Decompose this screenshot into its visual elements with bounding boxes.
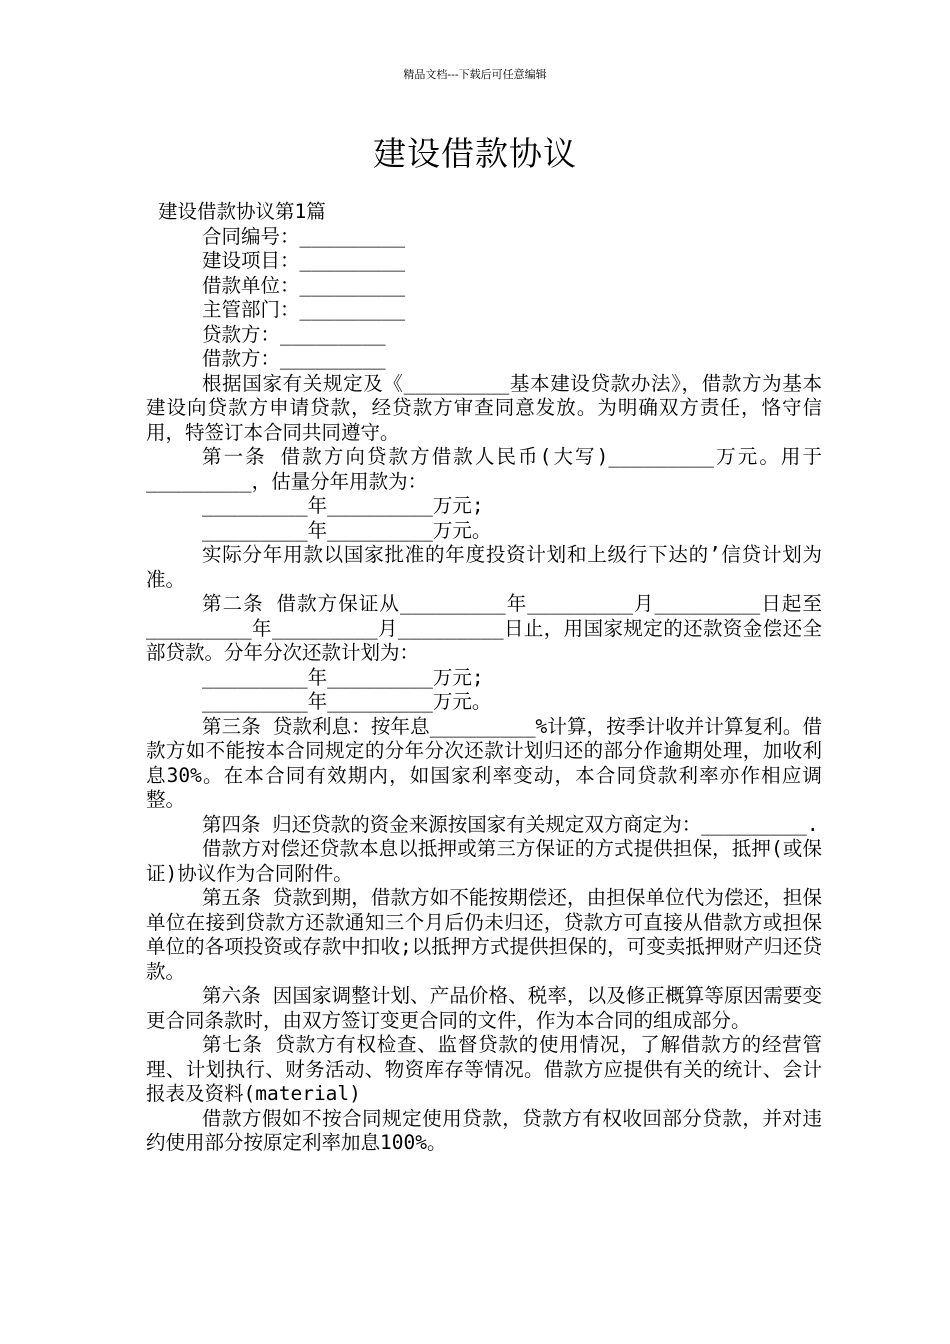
field-label: 借款单位： xyxy=(202,273,300,297)
field-contract-number xyxy=(202,225,822,250)
field-borrower-unit xyxy=(202,274,822,299)
field-value: _________ xyxy=(299,249,406,272)
field-department xyxy=(202,298,822,323)
field-project xyxy=(202,249,822,274)
paragraph-article-4: 第四条 归还贷款的资金来源按国家有关规定双方商定为：_________. xyxy=(202,812,819,836)
document-body xyxy=(146,200,822,1156)
article-2-year-line: _________年_________万元。 xyxy=(202,690,492,713)
header-note: 精品文档---下载后可任意编辑 xyxy=(403,68,547,81)
field-label: 合同编号： xyxy=(202,224,300,248)
paragraph-article-1: 第一条 借款方向贷款方借款人民币(大写)_________万元。用于_________，估量分年用款为： xyxy=(146,445,822,493)
paragraph-article-7-note: 借款方假如不按合同规定使用贷款，贷款方有权收回部分贷款，并对违约使用部分按原定利率加息100%。 xyxy=(146,1106,822,1154)
paragraph-intro: 根据国家有关规定及《_________基本建设贷款办法》，借款方为基本建设向贷款方申请贷款，经贷款方审查同意发放。为明确双方责任，恪守信用，特签订本合同共同遵守。 xyxy=(146,371,822,444)
section-subtitle: 建设借款协议第1篇 xyxy=(158,200,326,223)
paragraph-article-6: 第六条 因国家调整计划、产品价格、税率，以及修正概算等原因需要变更合同条款时，由双方签订变更合同的文件，作为本合同的组成部分。 xyxy=(146,984,822,1032)
paragraph-article-3: 第三条 贷款利息：按年息_________%计算，按季计收并计算复利。借款方如不能按本合同规定的分年分次还款计划归还的部分作逾期处理，加收利息30%。在本合同有效期内，如国家利率变动，本合同贷款利率亦作相应调整。 xyxy=(146,714,822,811)
article-1-year-line: _________年_________万元; xyxy=(202,494,484,517)
article-1-year-line: _________年_________万元。 xyxy=(202,518,492,542)
paragraph-article-4-note: 借款方对偿还贷款本息以抵押或第三方保证的方式提供担保，抵押(或保证)协议作为合同附件。 xyxy=(146,837,822,885)
field-value: _________ xyxy=(280,347,386,370)
document-title: 建设借款协议 xyxy=(373,134,577,173)
field-borrower xyxy=(202,347,822,372)
field-label: 建设项目： xyxy=(202,249,300,272)
field-label: 贷款方： xyxy=(202,322,281,346)
paragraph-article-1-note: 实际分年用款以国家批准的年度投资计划和上级行下达的’信贷计划为准。 xyxy=(146,543,822,591)
article-2-year-line: _________年_________万元; xyxy=(202,665,484,689)
paragraph-article-5: 第五条 贷款到期，借款方如不能按期偿还，由担保单位代为偿还，担保单位在接到贷款方还款通知三个月后仍未归还，贷款方可直接从借款方或担保单位的各项投资或存款中扣收;以抵押方式提供担保的，可变卖抵押财产归还贷款。 xyxy=(146,886,822,983)
field-value: _________ xyxy=(280,322,386,346)
field-value: _________ xyxy=(299,224,406,248)
paragraph-article-2: 第二条 借款方保证从_________年_________月_________日起至_________年_________月_________日止，用国家规定的还款资金偿还全部贷款。分年分次还款计划为： xyxy=(146,592,822,664)
field-lender xyxy=(202,323,822,348)
field-label: 主管部门： xyxy=(202,298,300,321)
field-label: 借款方： xyxy=(202,347,281,370)
field-value: _________ xyxy=(299,273,406,297)
field-value: _________ xyxy=(299,298,406,321)
paragraph-article-7: 第七条 贷款方有权检查、监督贷款的使用情况，了解借款方的经营管理、计划执行、财务活动、物资库存等情况。借款方应提供有关的统计、会计报表及资料(material) xyxy=(146,1033,822,1105)
